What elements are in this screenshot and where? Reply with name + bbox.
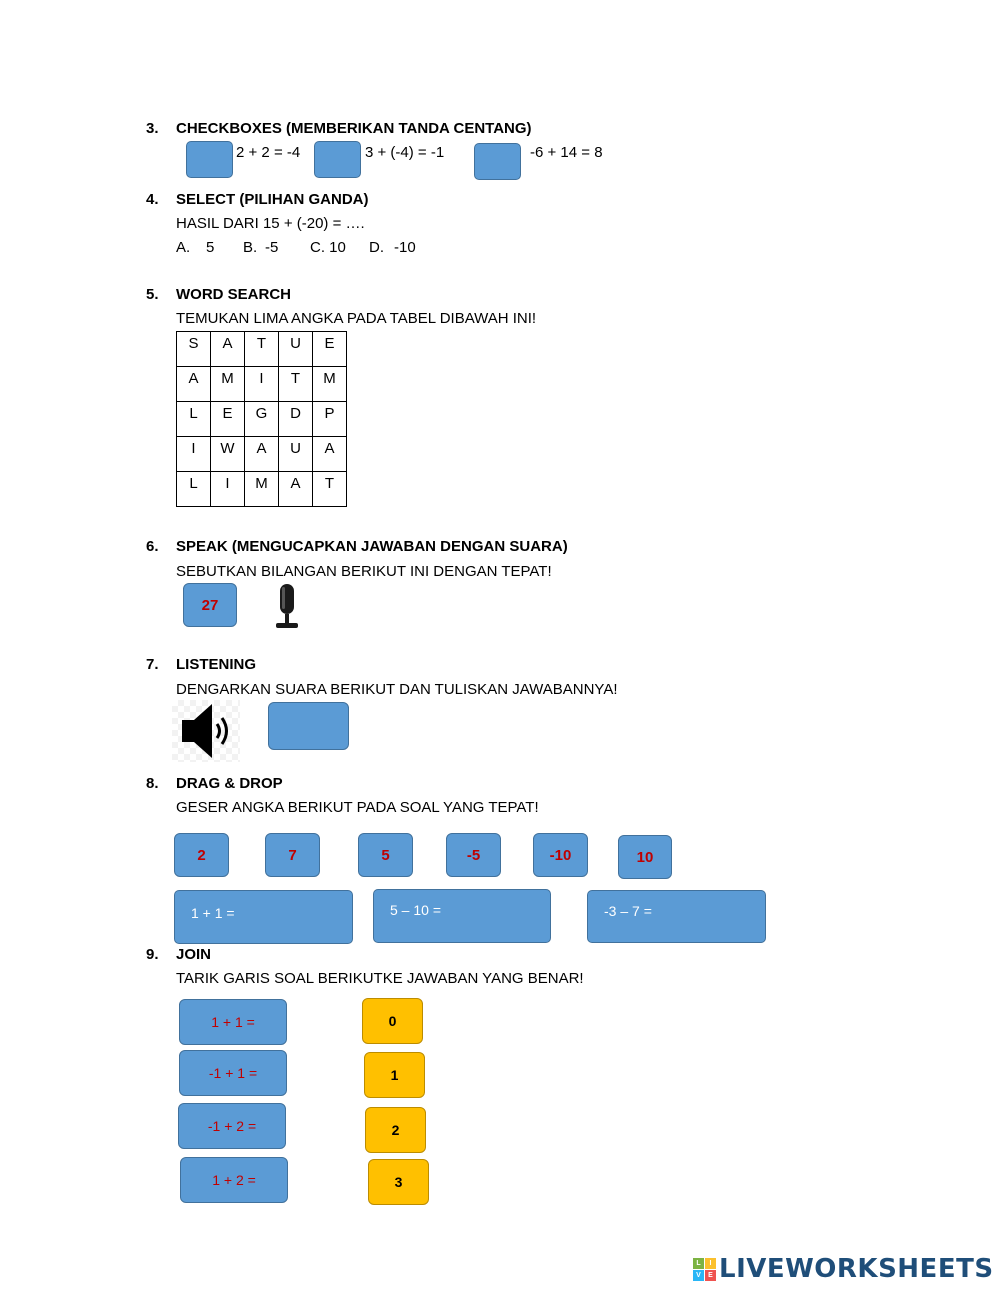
grid-cell[interactable]: G: [245, 402, 279, 437]
q7-number: 7.: [146, 656, 159, 673]
grid-cell[interactable]: P: [313, 402, 347, 437]
word-search-grid[interactable]: [176, 331, 347, 507]
grid-row: [177, 472, 347, 507]
choice-a-value[interactable]: 5: [206, 239, 215, 256]
join-answer[interactable]: 3: [368, 1159, 429, 1205]
q8-number: 8.: [146, 775, 159, 792]
grid-cell[interactable]: I: [177, 437, 211, 472]
q7-title: LISTENING: [176, 656, 257, 673]
q9-title: JOIN: [176, 946, 212, 963]
logo-mark-icon: [693, 1258, 716, 1281]
q6-number: 6.: [146, 538, 159, 555]
grid-cell[interactable]: U: [279, 437, 313, 472]
choice-c[interactable]: C. 10: [310, 239, 346, 256]
listening-answer-input[interactable]: [268, 702, 349, 750]
join-answer[interactable]: 2: [365, 1107, 426, 1153]
speak-number: 27: [183, 583, 237, 627]
grid-row: [177, 367, 347, 402]
drag-tile[interactable]: 7: [265, 833, 320, 877]
q4-title: SELECT (PILIHAN GANDA): [176, 191, 369, 208]
grid-cell[interactable]: T: [279, 367, 313, 402]
choice-d-letter[interactable]: D.: [369, 239, 384, 256]
grid-cell[interactable]: A: [313, 437, 347, 472]
logo-mark-letter: V: [693, 1270, 704, 1281]
grid-cell[interactable]: M: [211, 367, 245, 402]
grid-row: [177, 332, 347, 367]
grid-cell[interactable]: A: [245, 437, 279, 472]
grid-row: [177, 402, 347, 437]
microphone-icon[interactable]: [272, 584, 302, 630]
grid-cell[interactable]: W: [211, 437, 245, 472]
grid-cell[interactable]: E: [313, 332, 347, 367]
choice-d-value[interactable]: -10: [394, 239, 416, 256]
checkbox-1-label: 2 + 2 = -4: [236, 144, 301, 161]
grid-cell[interactable]: L: [177, 402, 211, 437]
choice-b-letter[interactable]: B.: [243, 239, 258, 256]
q9-number: 9.: [146, 946, 159, 963]
choice-a-letter[interactable]: A.: [176, 239, 191, 256]
logo-mark-letter: E: [705, 1270, 716, 1281]
speaker-icon[interactable]: [172, 700, 240, 762]
join-answer[interactable]: 0: [362, 998, 423, 1044]
q5-number: 5.: [146, 286, 159, 303]
logo-mark-letter: I: [705, 1258, 716, 1269]
q5-title: WORD SEARCH: [176, 286, 291, 303]
q7-instruction: DENGARKAN SUARA BERIKUT DAN TULISKAN JAWABANNYA!: [176, 681, 618, 698]
drag-tile[interactable]: 2: [174, 833, 229, 877]
drag-tile[interactable]: 10: [618, 835, 672, 879]
q6-instruction: SEBUTKAN BILANGAN BERIKUT INI DENGAN TEPAT!: [176, 563, 552, 580]
checkbox-1[interactable]: [186, 141, 233, 178]
grid-cell[interactable]: E: [211, 402, 245, 437]
grid-cell[interactable]: D: [279, 402, 313, 437]
checkbox-3[interactable]: [474, 143, 521, 180]
grid-cell[interactable]: A: [177, 367, 211, 402]
grid-cell[interactable]: I: [245, 367, 279, 402]
grid-cell[interactable]: T: [313, 472, 347, 507]
grid-cell[interactable]: I: [211, 472, 245, 507]
checkbox-2-label: 3 + (-4) = -1: [365, 144, 445, 161]
q8-instruction: GESER ANGKA BERIKUT PADA SOAL YANG TEPAT!: [176, 799, 539, 816]
drop-target[interactable]: 1 + 1 =: [174, 890, 353, 944]
join-answer[interactable]: 1: [364, 1052, 425, 1098]
drag-tile[interactable]: 5: [358, 833, 413, 877]
join-question[interactable]: 1 + 2 =: [180, 1157, 288, 1203]
checkbox-2[interactable]: [314, 141, 361, 178]
drag-tile[interactable]: -5: [446, 833, 501, 877]
grid-cell[interactable]: A: [279, 472, 313, 507]
join-question[interactable]: 1 + 1 =: [179, 999, 287, 1045]
q5-instruction: TEMUKAN LIMA ANGKA PADA TABEL DIBAWAH INI!: [176, 310, 537, 327]
logo-mark-letter: L: [693, 1258, 704, 1269]
grid-cell[interactable]: U: [279, 332, 313, 367]
choice-b-value[interactable]: -5: [265, 239, 279, 256]
logo-text: LIVEWORKSHEETS: [719, 1254, 994, 1284]
drop-target[interactable]: 5 – 10 =: [373, 889, 551, 943]
q6-title: SPEAK (MENGUCAPKAN JAWABAN DENGAN SUARA): [176, 538, 568, 555]
drag-tile[interactable]: -10: [533, 833, 588, 877]
grid-cell[interactable]: M: [313, 367, 347, 402]
q3-title: CHECKBOXES (MEMBERIKAN TANDA CENTANG): [176, 120, 532, 137]
grid-cell[interactable]: L: [177, 472, 211, 507]
checkbox-3-label: -6 + 14 = 8: [530, 144, 603, 161]
q3-number: 3.: [146, 120, 159, 137]
liveworksheets-logo: [693, 1254, 994, 1284]
grid-cell[interactable]: S: [177, 332, 211, 367]
grid-cell[interactable]: M: [245, 472, 279, 507]
join-question[interactable]: -1 + 2 =: [178, 1103, 286, 1149]
q4-question: HASIL DARI 15 + (-20) = ….: [176, 215, 365, 232]
q9-instruction: TARIK GARIS SOAL BERIKUTKE JAWABAN YANG BENAR!: [176, 970, 584, 987]
grid-row: [177, 437, 347, 472]
q8-title: DRAG & DROP: [176, 775, 283, 792]
grid-cell[interactable]: A: [211, 332, 245, 367]
q4-number: 4.: [146, 191, 159, 208]
grid-cell[interactable]: T: [245, 332, 279, 367]
drop-target[interactable]: -3 – 7 =: [587, 890, 766, 943]
join-question[interactable]: -1 + 1 =: [179, 1050, 287, 1096]
